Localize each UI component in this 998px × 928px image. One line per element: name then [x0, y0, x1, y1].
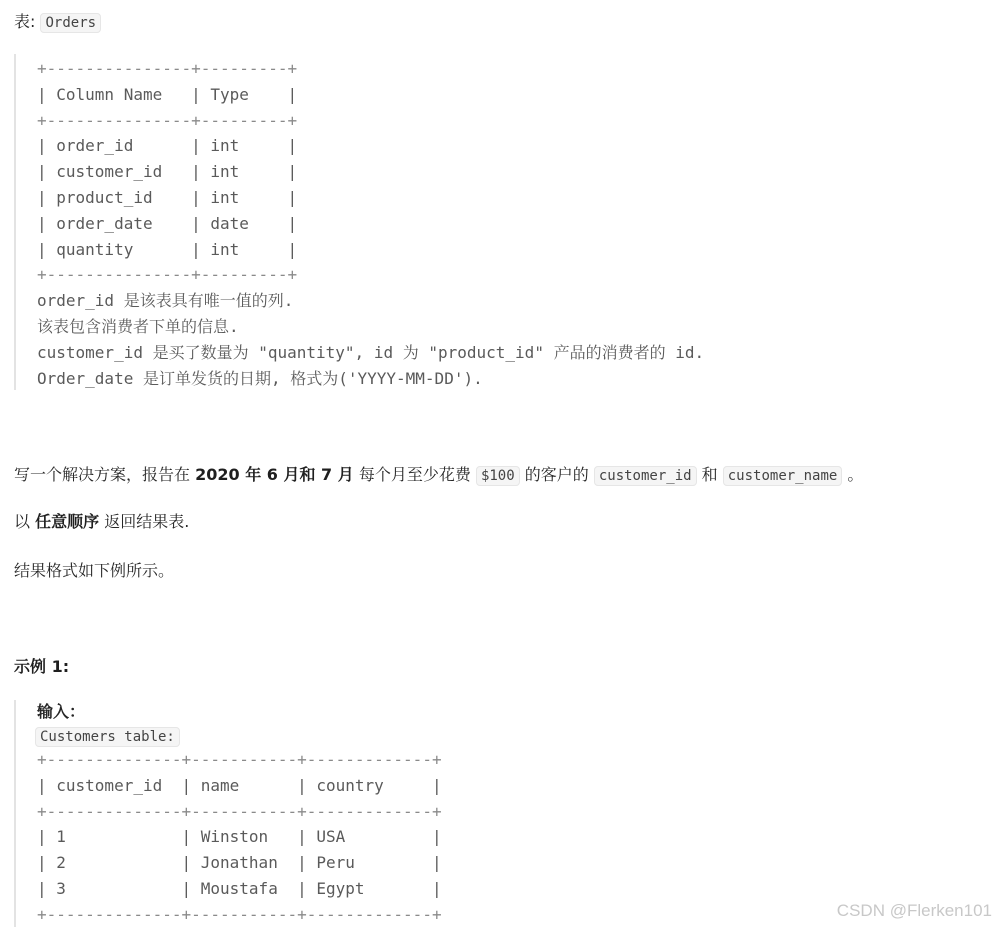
amount-code: $100 — [476, 466, 520, 486]
input-label: 输入： — [37, 702, 86, 721]
customers-table-title: Customers table: — [35, 727, 180, 747]
schema-note: customer_id 是买了数量为 "quantity", id 为 "product_id" 产品的消费者的 id. — [37, 342, 705, 362]
customers-table — [37, 747, 442, 928]
task-description — [14, 464, 863, 487]
order-note-text: 返回结果表. — [99, 512, 190, 531]
task-text: 写一个解决方案，报告在 — [14, 465, 196, 484]
customer-id-code: customer_id — [594, 466, 697, 486]
example-input-block — [14, 700, 442, 927]
csdn-watermark: CSDN @Flerken101 — [836, 901, 992, 920]
order-note — [14, 511, 189, 533]
table-intro — [14, 11, 101, 34]
customers-row: | 2 | Jonathan | Peru | — [37, 853, 442, 873]
schema-border-mid: +---------------+---------+ — [37, 110, 298, 130]
order-note-bold: 任意顺序 — [35, 512, 100, 531]
table-name-code: Orders — [40, 13, 101, 33]
customers-row: | 3 | Moustafa | Egypt | — [37, 878, 442, 898]
format-note: 结果格式如下例所示。 — [14, 561, 175, 580]
customer-name-code: customer_name — [723, 466, 843, 486]
schema-note: 该表包含消费者下单的信息. — [37, 316, 239, 336]
customers-border-mid: +--------------+-----------+-------------+ — [37, 801, 442, 821]
schema-row: | product_id | int | — [37, 187, 298, 207]
schema-note: Order_date 是订单发货的日期, 格式为('YYYY-MM-DD'). — [37, 368, 483, 388]
schema-border-bottom: +---------------+---------+ — [37, 265, 298, 285]
task-text: 。 — [842, 465, 864, 484]
orders-schema-block — [14, 54, 704, 390]
customers-header-row: | customer_id | name | country | — [37, 775, 442, 795]
example-title-text: 示例 1: — [14, 657, 70, 676]
schema-row: | order_id | int | — [37, 136, 298, 156]
schema-row: | order_date | date | — [37, 213, 298, 233]
schema-row: | quantity | int | — [37, 239, 298, 259]
customers-border-top: +--------------+-----------+-------------+ — [37, 750, 442, 769]
orders-schema — [37, 56, 704, 391]
schema-header-row: | Column Name | Type | — [37, 84, 298, 104]
order-note-text: 以 — [14, 512, 36, 531]
task-text: 和 — [696, 465, 723, 484]
task-bold-period: 2020 年 6 月和 7 月 — [195, 465, 354, 484]
schema-note: order_id 是该表具有唯一值的列. — [37, 291, 294, 311]
customers-row: | 1 | Winston | USA | — [37, 827, 442, 847]
task-text: 的客户的 — [519, 465, 594, 484]
task-text: 每个月至少花费 — [353, 465, 476, 484]
schema-border-top: +---------------+---------+ — [37, 59, 298, 78]
schema-row: | customer_id | int | — [37, 162, 298, 182]
customers-border-bottom: +--------------+-----------+-------------+ — [37, 904, 442, 924]
example-title — [14, 656, 69, 678]
table-intro-label: 表: — [14, 12, 41, 31]
